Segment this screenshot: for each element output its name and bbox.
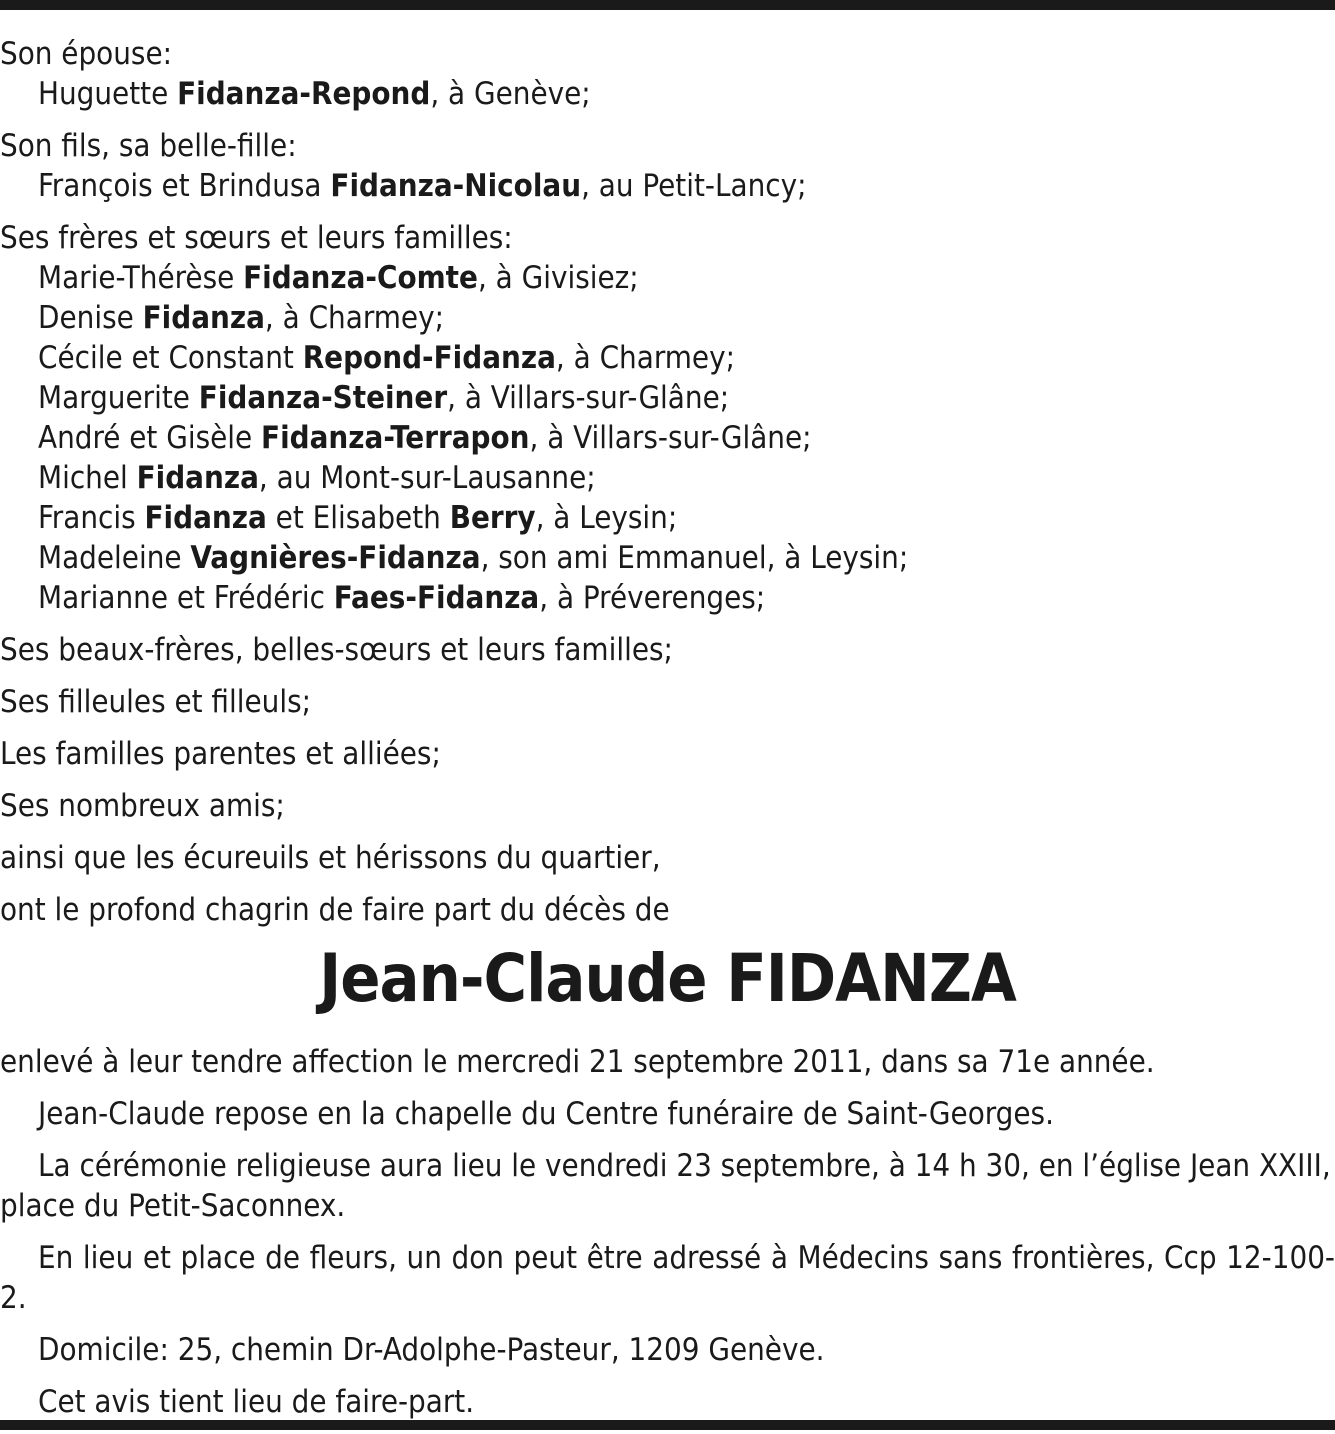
mourners-line: ainsi que les écureuils et hérissons du quartier, xyxy=(0,840,661,876)
entry-location: , à Villars-sur-Glâne; xyxy=(529,420,812,456)
family-entry xyxy=(0,538,1335,578)
death-details: enlevé à leur tendre affection le mercredi 21 septembre 2011, dans sa 71e année. xyxy=(0,1044,1155,1080)
entry-first-names: François et Brindusa xyxy=(38,168,331,204)
mourners-line: Ses filleules et filleuls; xyxy=(0,684,312,720)
family-entry xyxy=(0,578,1335,618)
entry-surname: Faes-Fidanza xyxy=(333,580,540,616)
rest-details: Jean-Claude repose en la chapelle du Centre funéraire de Saint-Georges. xyxy=(38,1096,1054,1132)
group-heading: Ses frères et sœurs et leurs familles: xyxy=(0,220,513,256)
entry-location: , son ami Emmanuel, à Leysin; xyxy=(480,540,909,576)
family-entry xyxy=(0,298,1335,338)
entry-surname: Fidanza-Comte xyxy=(243,260,478,296)
entry-surname: Fidanza-Nicolau xyxy=(330,168,582,204)
entry-first-names: Madeleine xyxy=(38,540,191,576)
mourners-line: Les familles parentes et alliées; xyxy=(0,736,441,772)
ceremony-details: La cérémonie religieuse aura lieu le vendredi 23 septembre, à 14 h 30, en l’église Jean XXIII, place du Petit-Saconnex. xyxy=(0,1148,1331,1224)
entry-first-names: Denise xyxy=(38,300,143,336)
family-entry xyxy=(0,74,1335,114)
entry-surname: Fidanza xyxy=(144,500,267,536)
group-heading: Son épouse: xyxy=(0,36,173,72)
family-group-siblings xyxy=(0,218,1335,618)
notice-statement: Cet avis tient lieu de faire-part. xyxy=(38,1384,475,1420)
entry-first-names: Huguette xyxy=(38,76,178,112)
entry-location: , à Givisiez; xyxy=(477,260,639,296)
entry-first-names: Marie-Thérèse xyxy=(38,260,244,296)
top-rule xyxy=(0,0,1335,10)
entry-surname: Fidanza xyxy=(136,460,259,496)
entry-location: , à Genève; xyxy=(430,76,591,112)
entry-first-names: Cécile et Constant xyxy=(38,340,303,376)
bottom-rule xyxy=(0,1420,1335,1430)
entry-first-names: Marianne et Frédéric xyxy=(38,580,334,616)
donation-details: En lieu et place de fleurs, un don peut être adressé à Médecins sans frontières, Ccp 12-100-2. xyxy=(0,1240,1335,1316)
entry-first-names: Marguerite xyxy=(38,380,199,416)
entry-location: , à Charmey; xyxy=(555,340,735,376)
announcement-line: ont le profond chagrin de faire part du décès de xyxy=(0,892,670,928)
family-entry xyxy=(0,338,1335,378)
deceased-name: Jean-Claude FIDANZA xyxy=(319,940,1016,1017)
entry-surname: Repond-Fidanza xyxy=(302,340,556,376)
entry-first-names: Michel xyxy=(38,460,137,496)
family-entry xyxy=(0,458,1335,498)
mourners-line: Ses beaux-frères, belles-sœurs et leurs familles; xyxy=(0,632,673,668)
entry-surname: Fidanza-Repond xyxy=(177,76,431,112)
group-heading: Son fils, sa belle-fille: xyxy=(0,128,297,164)
entry-conjunction: et Elisabeth xyxy=(266,500,450,536)
entry-location: , au Mont-sur-Lausanne; xyxy=(258,460,596,496)
entry-surname: Fidanza-Terrapon xyxy=(261,420,530,456)
family-group-spouse xyxy=(0,34,1335,114)
entry-first-names: André et Gisèle xyxy=(38,420,262,456)
entry-surname: Fidanza-Steiner xyxy=(198,380,448,416)
entry-location: , à Préverenges; xyxy=(539,580,766,616)
family-group-son xyxy=(0,126,1335,206)
family-entry xyxy=(0,378,1335,418)
family-entry xyxy=(0,498,1335,538)
entry-location: , à Leysin; xyxy=(535,500,678,536)
entry-surname: Fidanza xyxy=(142,300,265,336)
entry-surname: Vagnières-Fidanza xyxy=(190,540,481,576)
entry-location: , au Petit-Lancy; xyxy=(581,168,807,204)
notice-body xyxy=(0,34,1335,1434)
entry-first-names: Francis xyxy=(38,500,145,536)
domicile-details: Domicile: 25, chemin Dr-Adolphe-Pasteur, 1209 Genève. xyxy=(38,1332,825,1368)
family-entry xyxy=(0,258,1335,298)
entry-surname-2: Berry xyxy=(449,500,536,536)
family-entry xyxy=(0,418,1335,458)
entry-location: , à Villars-sur-Glâne; xyxy=(447,380,730,416)
mourners-line: Ses nombreux amis; xyxy=(0,788,285,824)
family-entry xyxy=(0,166,1335,206)
entry-location: , à Charmey; xyxy=(264,300,444,336)
